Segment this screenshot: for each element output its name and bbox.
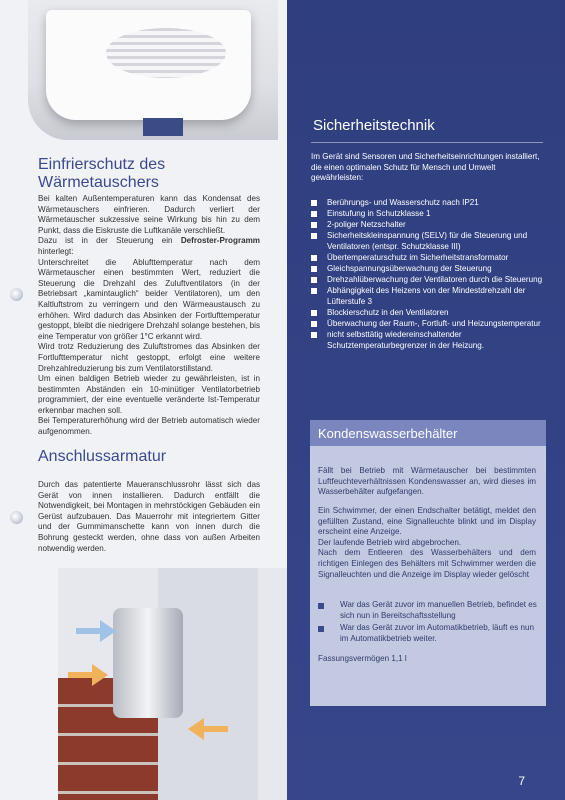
paragraph: Nach dem Entleeren des Wasserbehälters und dem richtigen Einlegen des Behälters mit Schwimmer werden die Signalleuchten und die Anzeige im Display wieder gelöscht <box>318 548 536 579</box>
paragraph: Durch das patentierte Maueranschlussrohr lässt sich das Gerät von innen installieren. Dadurch entfällt die Notwendigkeit, bei Montagen in mehrstöckigen Gebäuden ein Gerüst aufzubauen. Das Mauerrohr mit integriertem Gitter und der Gummimanschette kann von innen durch die Bohrung gesteckt werden, ohne dass von außen Arbeiten notwendig werden. <box>38 480 260 553</box>
paragraph: Der laufende Betrieb wird abgebrochen. <box>318 537 462 547</box>
bullet-icon <box>311 222 317 228</box>
list-item-label: Überwachung der Raum-, Fortluft- und Heizungstemperatur <box>327 319 541 328</box>
bullet-icon <box>318 626 324 632</box>
list-item-label: Abhängigkeit des Heizens von der Mindestdrehzahl der Lüfterstufe 3 <box>327 286 526 306</box>
safety-feature-list <box>311 197 543 351</box>
paragraph: Bei kalten Außentemperaturen kann das Kondensat des Wärmetauschers einfrieren. Dadurch verliert der Wärmetauscher sukzessive seine Wirkung bis hin zu dem Punkt, dass die Eiskruste die Luftkanäle verschließt. <box>38 194 260 235</box>
section-title-safety: Sicherheitstechnik <box>313 117 435 134</box>
text-span: Dazu ist in der Steuerung ein <box>38 236 181 246</box>
list-item <box>311 329 543 351</box>
paragraph: Um einen baldigen Betrieb wieder zu gewährleisten, ist in bestimmten Abständen ein 10-minütiger Ventilatorbetrieb programmiert, der eine eventuelle veränderte Ist-Temperatur erkennbar machen soll. <box>38 374 260 415</box>
list-item <box>311 219 543 230</box>
wall-pipe-illustration <box>58 568 287 800</box>
air-vent-grille <box>106 28 226 78</box>
box-header <box>310 420 546 446</box>
bullet-icon <box>311 255 317 261</box>
list-item-label: Sicherheitskleinspannung (SELV) für die Steuerung und Ventilatoren (entspr. Schutzklasse III) <box>327 231 528 251</box>
list-item-label: Blockierschutz in den Ventilatoren <box>327 308 449 317</box>
paragraph: Bei Temperaturerhöhung wird der Betrieb automatisch wieder aufgenommen. <box>38 416 260 437</box>
section-title-condensate-tank: Kondenswasserbehälter <box>318 426 458 441</box>
list-item-label: War das Gerät zuvor im manuellen Betrieb, befindet es sich nun in Bereitschaftsstellung <box>340 600 537 620</box>
section-title-frost-protection: Einfrierschutz des Wärmetauschers <box>38 156 166 191</box>
list-item-label: Einstufung in Schutzklasse 1 <box>327 209 431 218</box>
capacity-text: Fassungsvermögen 1,1 l <box>318 654 407 663</box>
text-span: hinterlegt: <box>38 246 74 256</box>
airflow-arrow-icon <box>188 718 228 740</box>
list-item <box>311 318 543 329</box>
bullet-icon <box>311 277 317 283</box>
list-item <box>311 263 543 274</box>
bullet-icon <box>311 321 317 327</box>
airflow-arrow-icon <box>76 620 116 642</box>
airflow-arrow-icon <box>68 664 108 686</box>
bullet-icon <box>318 603 324 609</box>
list-item-label: Übertemperaturschutz im Sicherheitstransformator <box>327 253 509 262</box>
paragraph <box>38 236 260 257</box>
bullet-icon <box>311 310 317 316</box>
list-item-label: Gleichspannungsüberwachung der Steuerung <box>327 264 492 273</box>
list-item <box>311 230 543 252</box>
list-item-label: Drehzahlüberwachung der Ventilatoren durch die Steuerung <box>327 275 543 284</box>
paragraph: Unterschreitet die Ablufttemperatur nach dem Wärmetauscher einen bestimmten Wert, reduziert die Steuerung die Drehzahl des Zuluftventilators (in der Betriebsart „kamintauglich“ beider Ventilatoren), um den Kaltluftstrom zu verringern und den Wärmeaustausch zu erhöhen. Wird dadurch das Absinken der Fortlufttemperatur gestoppt, bleibt die niedrigere Drehzahl solange bestehen, bis eine Temperatur von größer 1°C erkannt wird. <box>38 257 260 341</box>
list-item-label: War das Gerät zuvor im Automatikbetrieb, läuft es nun im Automatikbetrieb weiter. <box>340 623 535 643</box>
frost-protection-text <box>38 194 260 438</box>
bullet-icon <box>311 288 317 294</box>
list-item <box>311 197 543 208</box>
list-item <box>318 623 538 644</box>
paragraph: Fällt bei Betrieb mit Wärmetauscher bei bestimmten Luftfeuchteverhältnissen Kondenswasser an, wird dieses im Wasserbehälter aufgefangen. <box>318 466 536 497</box>
list-item <box>311 208 543 219</box>
bullet-icon <box>311 332 317 338</box>
ventilation-unit-image <box>46 10 251 120</box>
defroster-program-label: Defroster-Programm <box>180 236 260 246</box>
device-display-panel <box>143 118 183 136</box>
bullet-icon <box>311 211 317 217</box>
bullet-icon <box>311 233 317 239</box>
list-item-label: Berührungs- und Wasserschutz nach IP21 <box>327 198 479 207</box>
list-item-label: nicht selbsttätig wiedereinschaltender Schutztemperaturbegrenzer in der Heizung. <box>327 330 485 350</box>
page-number: 7 <box>518 774 525 788</box>
list-item <box>311 285 543 307</box>
list-item <box>318 600 538 621</box>
right-column <box>287 0 565 800</box>
paragraph: Wird trotz Reduzierung des Zuluftstromes das Absinken der Fortlufttemperatur nicht gestoppt, erfolgt eine weitere Drehzahlreduzierung bis zum Ventilatorstillstand. <box>38 342 260 373</box>
divider <box>311 142 543 143</box>
bullet-icon <box>311 200 317 206</box>
binder-hole-icon <box>10 288 23 301</box>
condensate-text <box>318 506 536 580</box>
list-item <box>311 274 543 285</box>
condensate-tank-box <box>310 420 546 706</box>
device-photo <box>28 0 278 140</box>
list-item <box>311 307 543 318</box>
wall-connection-pipe-image <box>113 608 183 718</box>
safety-intro-text: Im Gerät sind Sensoren und Sicherheitseinrichtungen installiert, die einen optimalen Schutz für Mensch und Umwelt gewährleisten: <box>311 152 540 182</box>
section-title-connection-fitting: Anschlussarmatur <box>38 448 167 465</box>
connection-fitting-text <box>38 480 260 554</box>
bullet-icon <box>311 266 317 272</box>
condensate-text <box>318 466 536 498</box>
list-item-label: 2-poliger Netzschalter <box>327 220 406 229</box>
binder-hole-icon <box>10 511 23 524</box>
list-item <box>311 252 543 263</box>
paragraph: Ein Schwimmer, der einen Endschalter betätigt, meldet den gefüllten Zustand, eine Signalleuchte blinkt und im Display erscheint eine Anzeige. <box>318 506 536 537</box>
